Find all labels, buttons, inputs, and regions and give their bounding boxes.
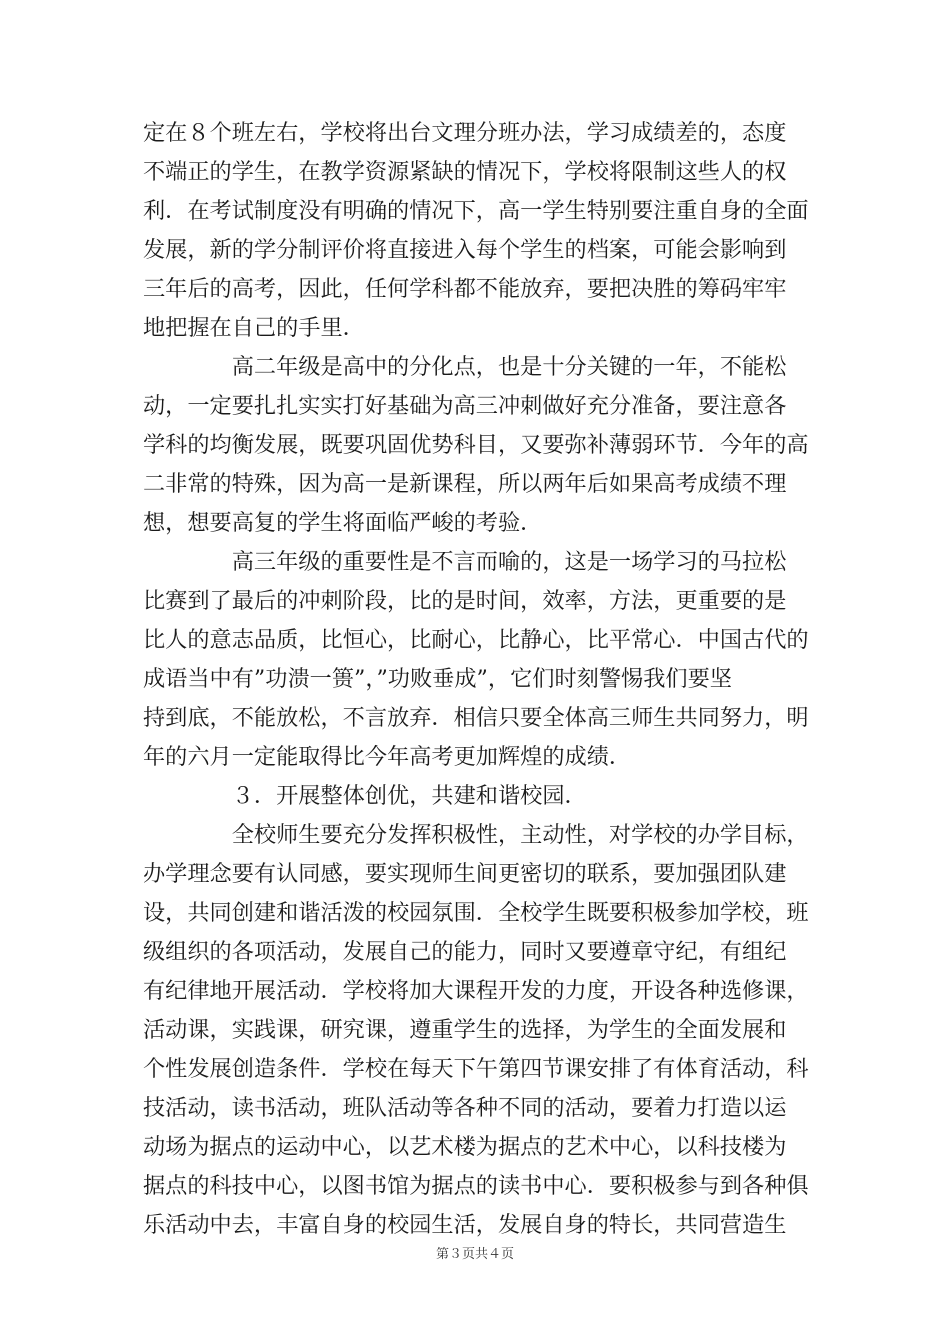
body-text-line: 办学理念要有认同感，要实现师生间更密切的联系，要加强团队建	[143, 861, 787, 887]
section-heading: ３．开展整体创优，共建和谐校园．	[143, 783, 587, 809]
body-text-line: 发展，新的学分制评价将直接进入每个学生的档案，可能会影响到	[143, 237, 787, 263]
body-text-line: 动，一定要扎扎实实打好基础为高三冲刺做好充分准备，要注意各	[143, 393, 787, 419]
body-text-line: 成语当中有”功溃一篑”，”功败垂成”，它们时刻警惕我们要坚	[143, 666, 732, 692]
body-text-line: 年的六月一定能取得比今年高考更加辉煌的成绩．	[143, 744, 632, 770]
body-text-line: 有纪律地开展活动．学校将加大课程开发的力度，开设各种选修课，	[143, 978, 809, 1004]
body-text-line: 二非常的特殊，因为高一是新课程，所以两年后如果高考成绩不理	[143, 471, 787, 497]
body-text-line: 据点的科技中心，以图书馆为据点的读书中心．要积极参与到各种俱	[143, 1173, 809, 1199]
body-text-line: 三年后的高考，因此，任何学科都不能放弃，要把决胜的筹码牢牢	[143, 276, 787, 302]
body-text-line: 想，想要高复的学生将面临严峻的考验．	[143, 510, 543, 536]
body-text-line: 高二年级是高中的分化点，也是十分关键的一年，不能松	[143, 354, 787, 380]
body-text-line: 地把握在自己的手里．	[143, 315, 365, 341]
body-text-line: 定在８个班左右，学校将出台文理分班办法，学习成绩差的，态度	[143, 120, 787, 146]
body-text-line: 利．在考试制度没有明确的情况下，高一学生特别要注重自身的全面	[143, 198, 809, 224]
page-number-footer: 第３页共４页	[435, 1247, 514, 1262]
body-text-line: 设，共同创建和谐活泼的校园氛围．全校学生既要积极参加学校，班	[143, 900, 809, 926]
body-text-line: 级组织的各项活动，发展自己的能力，同时又要遵章守纪，有组纪	[143, 939, 787, 965]
body-text-line: 学科的均衡发展，既要巩固优势科目，又要弥补薄弱环节．今年的高	[143, 432, 809, 458]
body-text-line: 比人的意志品质，比恒心，比耐心，比静心，比平常心．中国古代的	[143, 627, 809, 653]
body-text-line: 活动课，实践课，研究课，遵重学生的选择，为学生的全面发展和	[143, 1017, 787, 1043]
body-text-line: 不端正的学生，在教学资源紧缺的情况下，学校将限制这些人的权	[143, 159, 787, 185]
body-text-line: 个性发展创造条件．学校在每天下午第四节课安排了有体育活动，科	[143, 1056, 809, 1082]
body-text-line: 技活动，读书活动，班队活动等各种不同的活动，要着力打造以运	[143, 1095, 787, 1121]
body-text-line: 持到底，不能放松，不言放弃．相信只要全体高三师生共同努力，明	[143, 705, 809, 731]
body-text-line: 动场为据点的运动中心，以艺术楼为据点的艺术中心，以科技楼为	[143, 1134, 787, 1160]
body-text-line: 比赛到了最后的冲刺阶段，比的是时间，效率，方法，更重要的是	[143, 588, 787, 614]
body-text-line: 全校师生要充分发挥积极性，主动性，对学校的办学目标，	[143, 822, 809, 848]
body-text-line: 高三年级的重要性是不言而喻的，这是一场学习的马拉松	[143, 549, 787, 575]
body-text-line: 乐活动中去，丰富自身的校园生活，发展自身的特长，共同营造生	[143, 1212, 787, 1238]
